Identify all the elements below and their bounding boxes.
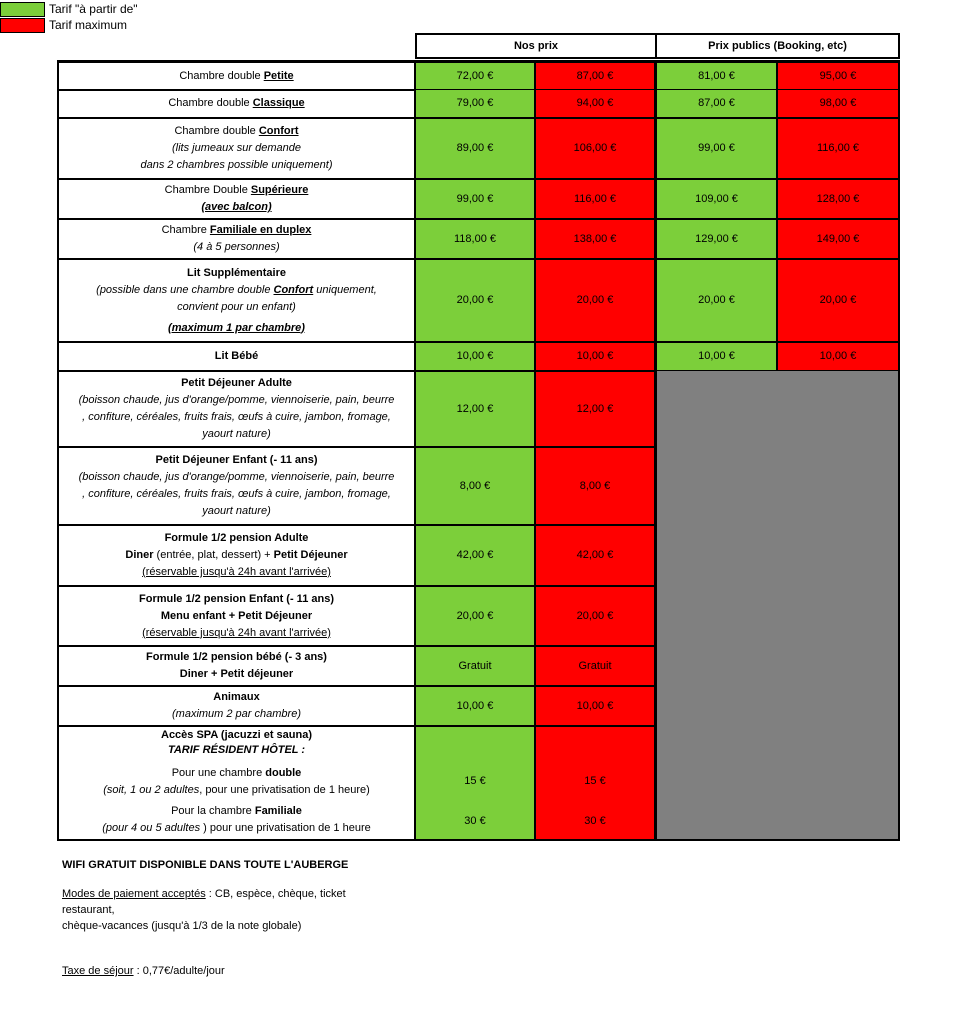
- price-cell: 20,00 €: [535, 586, 655, 646]
- price-cell: 42,00 €: [415, 525, 535, 586]
- price-cell: 20,00 €: [415, 259, 535, 342]
- spa-price-max: [535, 726, 655, 841]
- price-cell: 8,00 €: [535, 447, 655, 525]
- legend-from-price: [0, 1, 138, 17]
- price-cell: 12,00 €: [415, 371, 535, 447]
- price-cell: 129,00 €: [655, 219, 777, 259]
- table-row-lit-supplementaire: [57, 259, 900, 342]
- price-cell: 98,00 €: [777, 89, 900, 118]
- price-cell: 79,00 €: [415, 89, 535, 118]
- price-cell: 15 €: [464, 775, 486, 787]
- header-prix-publics: Prix publics (Booking, etc): [655, 33, 900, 59]
- price-cell: Gratuit: [415, 646, 535, 686]
- price-cell: 8,00 €: [415, 447, 535, 525]
- table-row-petit-dejeuner-adulte: [57, 371, 900, 447]
- price-cell: 20,00 €: [655, 259, 777, 342]
- price-cell: 10,00 €: [535, 342, 655, 371]
- price-cell: 116,00 €: [777, 118, 900, 179]
- price-cell: 109,00 €: [655, 179, 777, 219]
- legend-red-swatch: [0, 18, 45, 33]
- legend-green-swatch: [0, 2, 45, 17]
- row-label: Formule 1/2 pension Adulte Diner (entrée, plat, dessert) + Petit Déjeuner (réservable jusqu'à 24h avant l'arrivée): [57, 525, 415, 586]
- table-row-animaux: [57, 686, 900, 726]
- price-cell: 42,00 €: [535, 525, 655, 586]
- table-row-petit-dejeuner-enfant: [57, 447, 900, 525]
- table-row-familiale: [57, 219, 900, 259]
- row-label: Chambre double Petite: [57, 62, 415, 91]
- row-label: Formule 1/2 pension Enfant (- 11 ans) Menu enfant + Petit Déjeuner (réservable jusqu'à 24h avant l'arrivée): [57, 586, 415, 646]
- row-label: Petit Déjeuner Adulte (boisson chaude, jus d'orange/pomme, viennoiserie, pain, beurre , confiture, céréales, fruits frais, œufs à cuire, jambon, fromage, yaourt nature): [57, 371, 415, 447]
- price-cell: 30 €: [584, 815, 606, 827]
- price-cell: 87,00 €: [655, 89, 777, 118]
- price-cell: 118,00 €: [415, 219, 535, 259]
- price-cell: 10,00 €: [415, 342, 535, 371]
- price-cell: 20,00 €: [777, 259, 900, 342]
- price-cell: 87,00 €: [535, 62, 655, 91]
- price-cell: 106,00 €: [535, 118, 655, 179]
- price-cell: 99,00 €: [415, 179, 535, 219]
- row-label: Lit Supplémentaire (possible dans une chambre double Confort uniquement, convient pour un enfant) (maximum 1 par chambre): [57, 259, 415, 342]
- price-cell: 149,00 €: [777, 219, 900, 259]
- row-label: Chambre double Confort (lits jumeaux sur demande dans 2 chambres possible uniquement): [57, 118, 415, 179]
- table-row-confort: [57, 118, 900, 179]
- row-label: Chambre Familiale en duplex (4 à 5 personnes): [57, 219, 415, 259]
- legend-max-price: [0, 17, 127, 33]
- price-cell: 89,00 €: [415, 118, 535, 179]
- legend-max-label: Tarif maximum: [49, 18, 128, 32]
- table-row-classique: [57, 89, 900, 118]
- price-cell: 20,00 €: [415, 586, 535, 646]
- price-cell: 116,00 €: [535, 179, 655, 219]
- price-cell: 12,00 €: [535, 371, 655, 447]
- row-label: Lit Bébé: [57, 342, 415, 371]
- price-cell: 10,00 €: [655, 342, 777, 371]
- table-row-demi-pension-bebe: [57, 646, 900, 686]
- row-label: Formule 1/2 pension bébé (- 3 ans) Diner + Petit déjeuner: [57, 646, 415, 686]
- payment-methods: Modes de paiement acceptés : CB, espèce, chèque, ticket restaurant, chèque-vacances (jusqu'à 1/3 de la note globale): [62, 888, 346, 932]
- price-cell: 99,00 €: [655, 118, 777, 179]
- tourist-tax: Taxe de séjour : 0,77€/adulte/jour: [62, 965, 225, 977]
- price-cell: 20,00 €: [535, 259, 655, 342]
- table-row-demi-pension-enfant: [57, 586, 900, 646]
- spa-price-from: [415, 726, 535, 841]
- price-cell: 94,00 €: [535, 89, 655, 118]
- price-cell: Gratuit: [535, 646, 655, 686]
- row-label: Petit Déjeuner Enfant (- 11 ans) (boisson chaude, jus d'orange/pomme, viennoiserie, pain, beurre , confiture, céréales, fruits frais, œufs à cuire, jambon, fromage, yaourt nature): [57, 447, 415, 525]
- table-row-lit-bebe: [57, 342, 900, 371]
- price-cell: 30 €: [464, 815, 486, 827]
- price-cell: 15 €: [584, 775, 606, 787]
- price-cell: 72,00 €: [415, 62, 535, 91]
- price-cell: 10,00 €: [415, 686, 535, 726]
- table-row-demi-pension-adulte: [57, 525, 900, 586]
- price-cell: 128,00 €: [777, 179, 900, 219]
- table-row-acces-spa: [57, 726, 900, 841]
- row-label: Animaux (maximum 2 par chambre): [57, 686, 415, 726]
- row-label: Accès SPA (jacuzzi et sauna) TARIF RÉSIDENT HÔTEL : Pour une chambre double (soit, 1 ou 2 adultes, pour une privatisation de 1 heure) Pour la chambre Familiale (pour 4 ou 5 adultes ) pour une privatisation de 1 heure: [57, 726, 415, 841]
- header-nos-prix: Nos prix: [415, 33, 657, 59]
- price-cell: 10,00 €: [777, 342, 900, 371]
- price-cell: 81,00 €: [655, 62, 777, 91]
- row-label: Chambre Double Supérieure (avec balcon): [57, 179, 415, 219]
- table-row-superieure: [57, 179, 900, 219]
- price-cell: 10,00 €: [535, 686, 655, 726]
- table-row-petite: [57, 60, 900, 91]
- price-cell: 138,00 €: [535, 219, 655, 259]
- price-cell: 95,00 €: [777, 62, 900, 91]
- legend-from-label: Tarif "à partir de": [49, 2, 138, 16]
- wifi-notice: WIFI GRATUIT DISPONIBLE DANS TOUTE L'AUBERGE: [62, 859, 349, 871]
- row-label: Chambre double Classique: [57, 89, 415, 118]
